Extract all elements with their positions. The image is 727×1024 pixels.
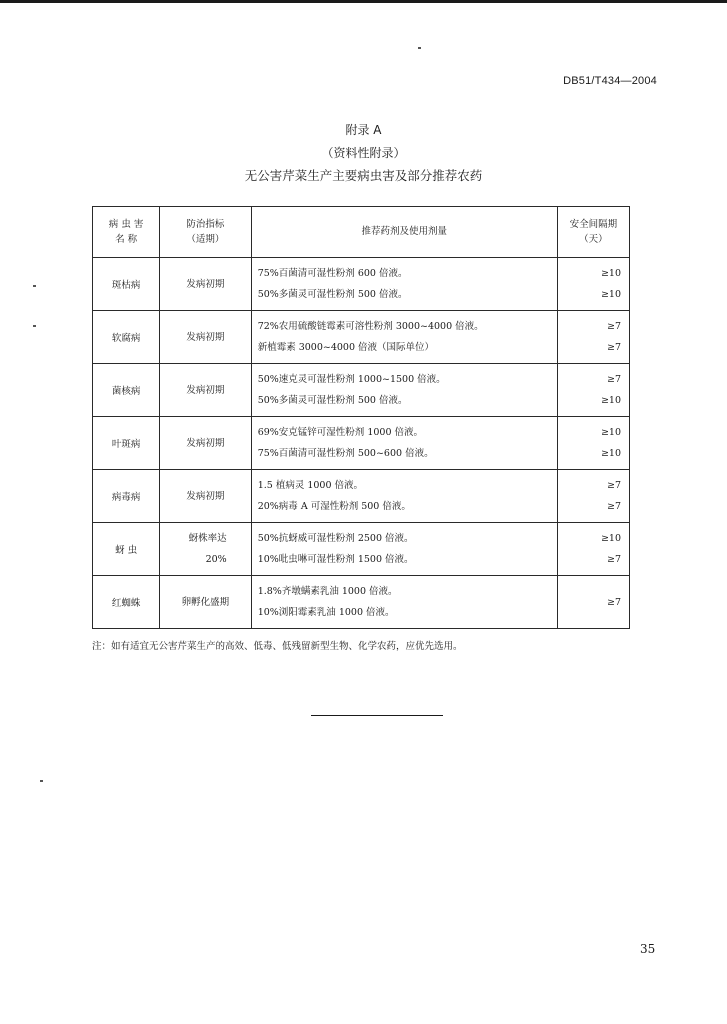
control-period-text: 卵孵化盛期 — [181, 596, 230, 608]
drug-dosage-text: 72%农用硫酸链霉素可溶性粉剂 3000~4000 倍液。 — [257, 321, 484, 332]
safety-interval-value: ≥10 — [600, 289, 621, 300]
drug-dosage-text: 75%百菌清可湿性粉剂 600 倍液。 — [257, 268, 408, 279]
recommended-drug-cell — [251, 417, 557, 470]
scan-speck — [418, 47, 421, 49]
drug-dosage-text: 10%浏阳霉素乳油 1000 倍液。 — [257, 607, 395, 618]
table-row — [93, 417, 630, 470]
control-period-cell — [160, 417, 252, 470]
pest-name-cell: 叶斑病 — [93, 417, 160, 470]
safety-interval-value: ≥10 — [600, 533, 621, 544]
header-drug: 推荐药剂及使用剂量 — [251, 207, 557, 258]
pest-name-cell: 病毒病 — [93, 470, 160, 523]
drug-dosage-text: 1.8%齐墩螨素乳油 1000 倍液。 — [257, 586, 398, 597]
safety-interval-value: ≥10 — [600, 268, 621, 279]
safety-interval-value: ≥7 — [606, 596, 621, 608]
pest-name-cell: 菌核病 — [93, 364, 160, 417]
appendix-type: （资料性附录） — [321, 146, 406, 160]
top-border-rule — [0, 0, 727, 3]
end-rule — [311, 715, 443, 716]
safety-interval-cell — [557, 470, 629, 523]
drug-dosage-text: 20%病毒 A 可湿性粉剂 500 倍液。 — [257, 501, 411, 512]
control-period-cell — [160, 258, 252, 311]
control-period-text: 20% — [205, 554, 227, 565]
control-period-cell — [160, 576, 252, 629]
control-period-text: 发病初期 — [186, 437, 225, 449]
table-note: 注：如有适宜无公害芹菜生产的高效、低毒、低残留新型生物、化学农药，应优先选用。 — [92, 641, 463, 652]
control-period-text: 发病初期 — [186, 278, 225, 290]
page-number: 35 — [640, 942, 656, 956]
control-period-cell — [160, 364, 252, 417]
scan-speck — [33, 285, 36, 287]
drug-dosage-text: 50%抗蚜威可湿性粉剂 2500 倍液。 — [257, 533, 414, 544]
table-row — [93, 470, 630, 523]
header-safe: 安全间隔期 （天） — [557, 207, 629, 258]
safety-interval-cell — [557, 364, 629, 417]
safety-interval-value: ≥10 — [600, 448, 621, 459]
safety-interval-value: ≥7 — [606, 342, 621, 353]
safety-interval-value: ≥7 — [606, 501, 621, 512]
recommended-drug-cell — [251, 470, 557, 523]
safety-interval-cell — [557, 576, 629, 629]
safety-interval-value: ≥10 — [600, 427, 621, 438]
drug-dosage-text: 50%多菌灵可湿性粉剂 500 倍液。 — [257, 395, 408, 406]
drug-dosage-text: 75%百菌清可湿性粉剂 500~600 倍液。 — [257, 448, 434, 459]
recommended-drug-cell — [251, 364, 557, 417]
safety-interval-cell — [557, 311, 629, 364]
table-row — [93, 311, 630, 364]
table-header-row — [93, 207, 630, 258]
pest-name-cell: 软腐病 — [93, 311, 160, 364]
safety-interval-cell — [557, 417, 629, 470]
safety-interval-value: ≥7 — [606, 374, 621, 385]
control-period-text: 发病初期 — [186, 331, 225, 343]
pest-name-cell: 蚜 虫 — [93, 523, 160, 576]
safety-interval-value: ≥10 — [600, 395, 621, 406]
safety-interval-value: ≥7 — [606, 554, 621, 565]
table-row — [93, 258, 630, 311]
drug-dosage-text: 1.5 植病灵 1000 倍液。 — [257, 480, 364, 491]
drug-dosage-text: 新植霉素 3000~4000 倍液（国际单位） — [257, 342, 435, 353]
control-period-cell — [160, 523, 252, 576]
table-row — [93, 576, 630, 629]
pest-name-cell: 红蜘蛛 — [93, 576, 160, 629]
document-code: DB51/T434—2004 — [563, 75, 657, 87]
scan-speck — [33, 325, 36, 327]
table-row — [93, 523, 630, 576]
drug-dosage-text: 50%速克灵可湿性粉剂 1000~1500 倍液。 — [257, 374, 446, 385]
safety-interval-value: ≥7 — [606, 321, 621, 332]
recommended-drug-cell — [251, 311, 557, 364]
table-row — [93, 364, 630, 417]
recommended-drug-cell — [251, 258, 557, 311]
pest-name-cell: 斑枯病 — [93, 258, 160, 311]
appendix-label: 附录 A — [345, 123, 382, 137]
drug-dosage-text: 69%安克锰锌可湿性粉剂 1000 倍液。 — [257, 427, 424, 438]
table-title: 无公害芹菜生产主要病虫害及部分推荐农药 — [244, 168, 483, 183]
control-period-text: 发病初期 — [186, 490, 225, 502]
control-period-cell — [160, 470, 252, 523]
recommended-drug-cell — [251, 523, 557, 576]
scan-speck — [40, 780, 43, 782]
drug-dosage-text: 50%多菌灵可湿性粉剂 500 倍液。 — [257, 289, 408, 300]
header-name: 病 虫 害 名 称 — [93, 207, 160, 258]
pesticide-table — [92, 206, 630, 629]
control-period-cell — [160, 311, 252, 364]
control-period-text: 蚜株率达 — [188, 533, 227, 544]
drug-dosage-text: 10%吡虫啉可湿性粉剂 1500 倍液。 — [257, 554, 414, 565]
safety-interval-cell — [557, 258, 629, 311]
control-period-text: 发病初期 — [186, 384, 225, 396]
header-period: 防治指标 （适期） — [160, 207, 252, 258]
safety-interval-value: ≥7 — [606, 480, 621, 491]
recommended-drug-cell — [251, 576, 557, 629]
safety-interval-cell — [557, 523, 629, 576]
